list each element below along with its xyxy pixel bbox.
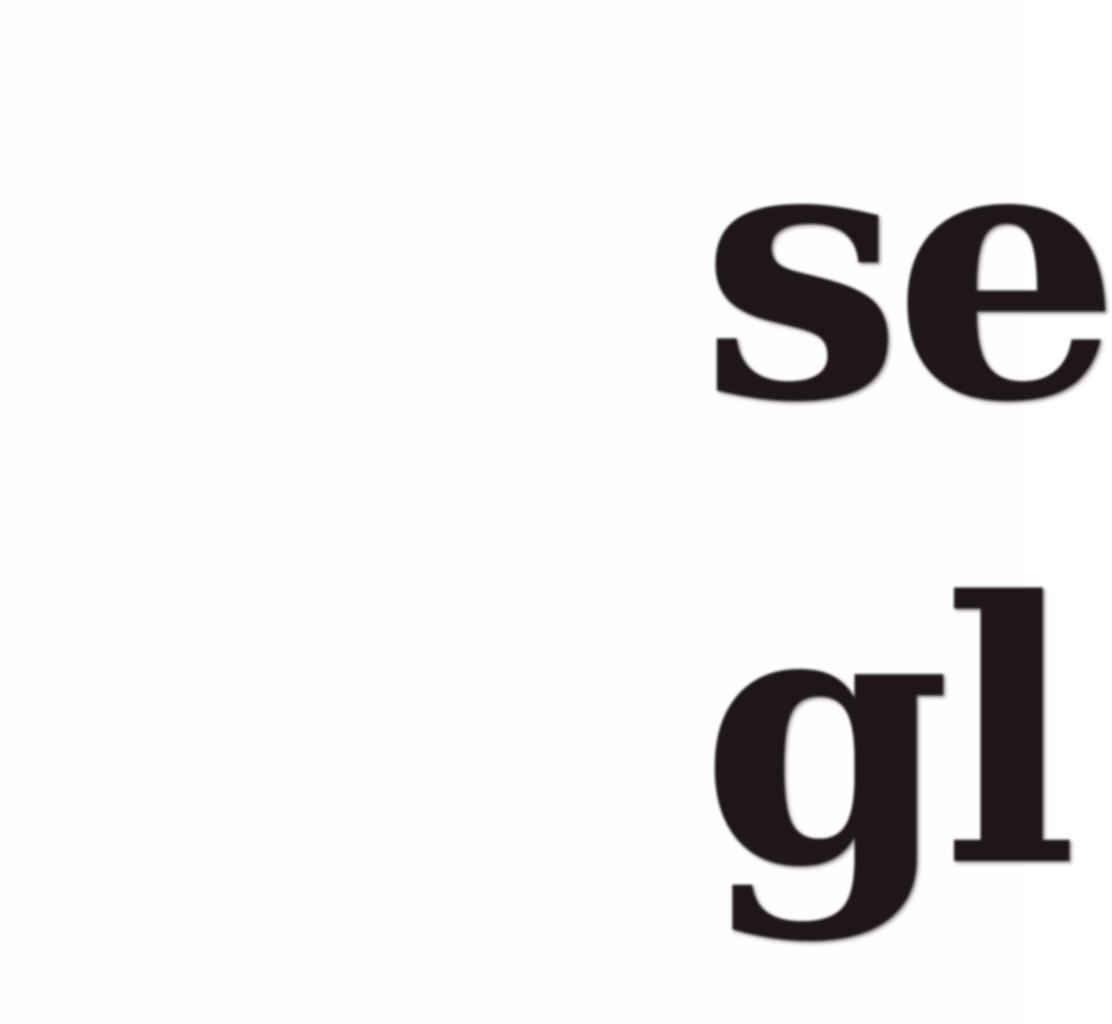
text-line-bottom: gl: [700, 523, 1069, 946]
text-line-top: se: [700, 58, 1112, 481]
